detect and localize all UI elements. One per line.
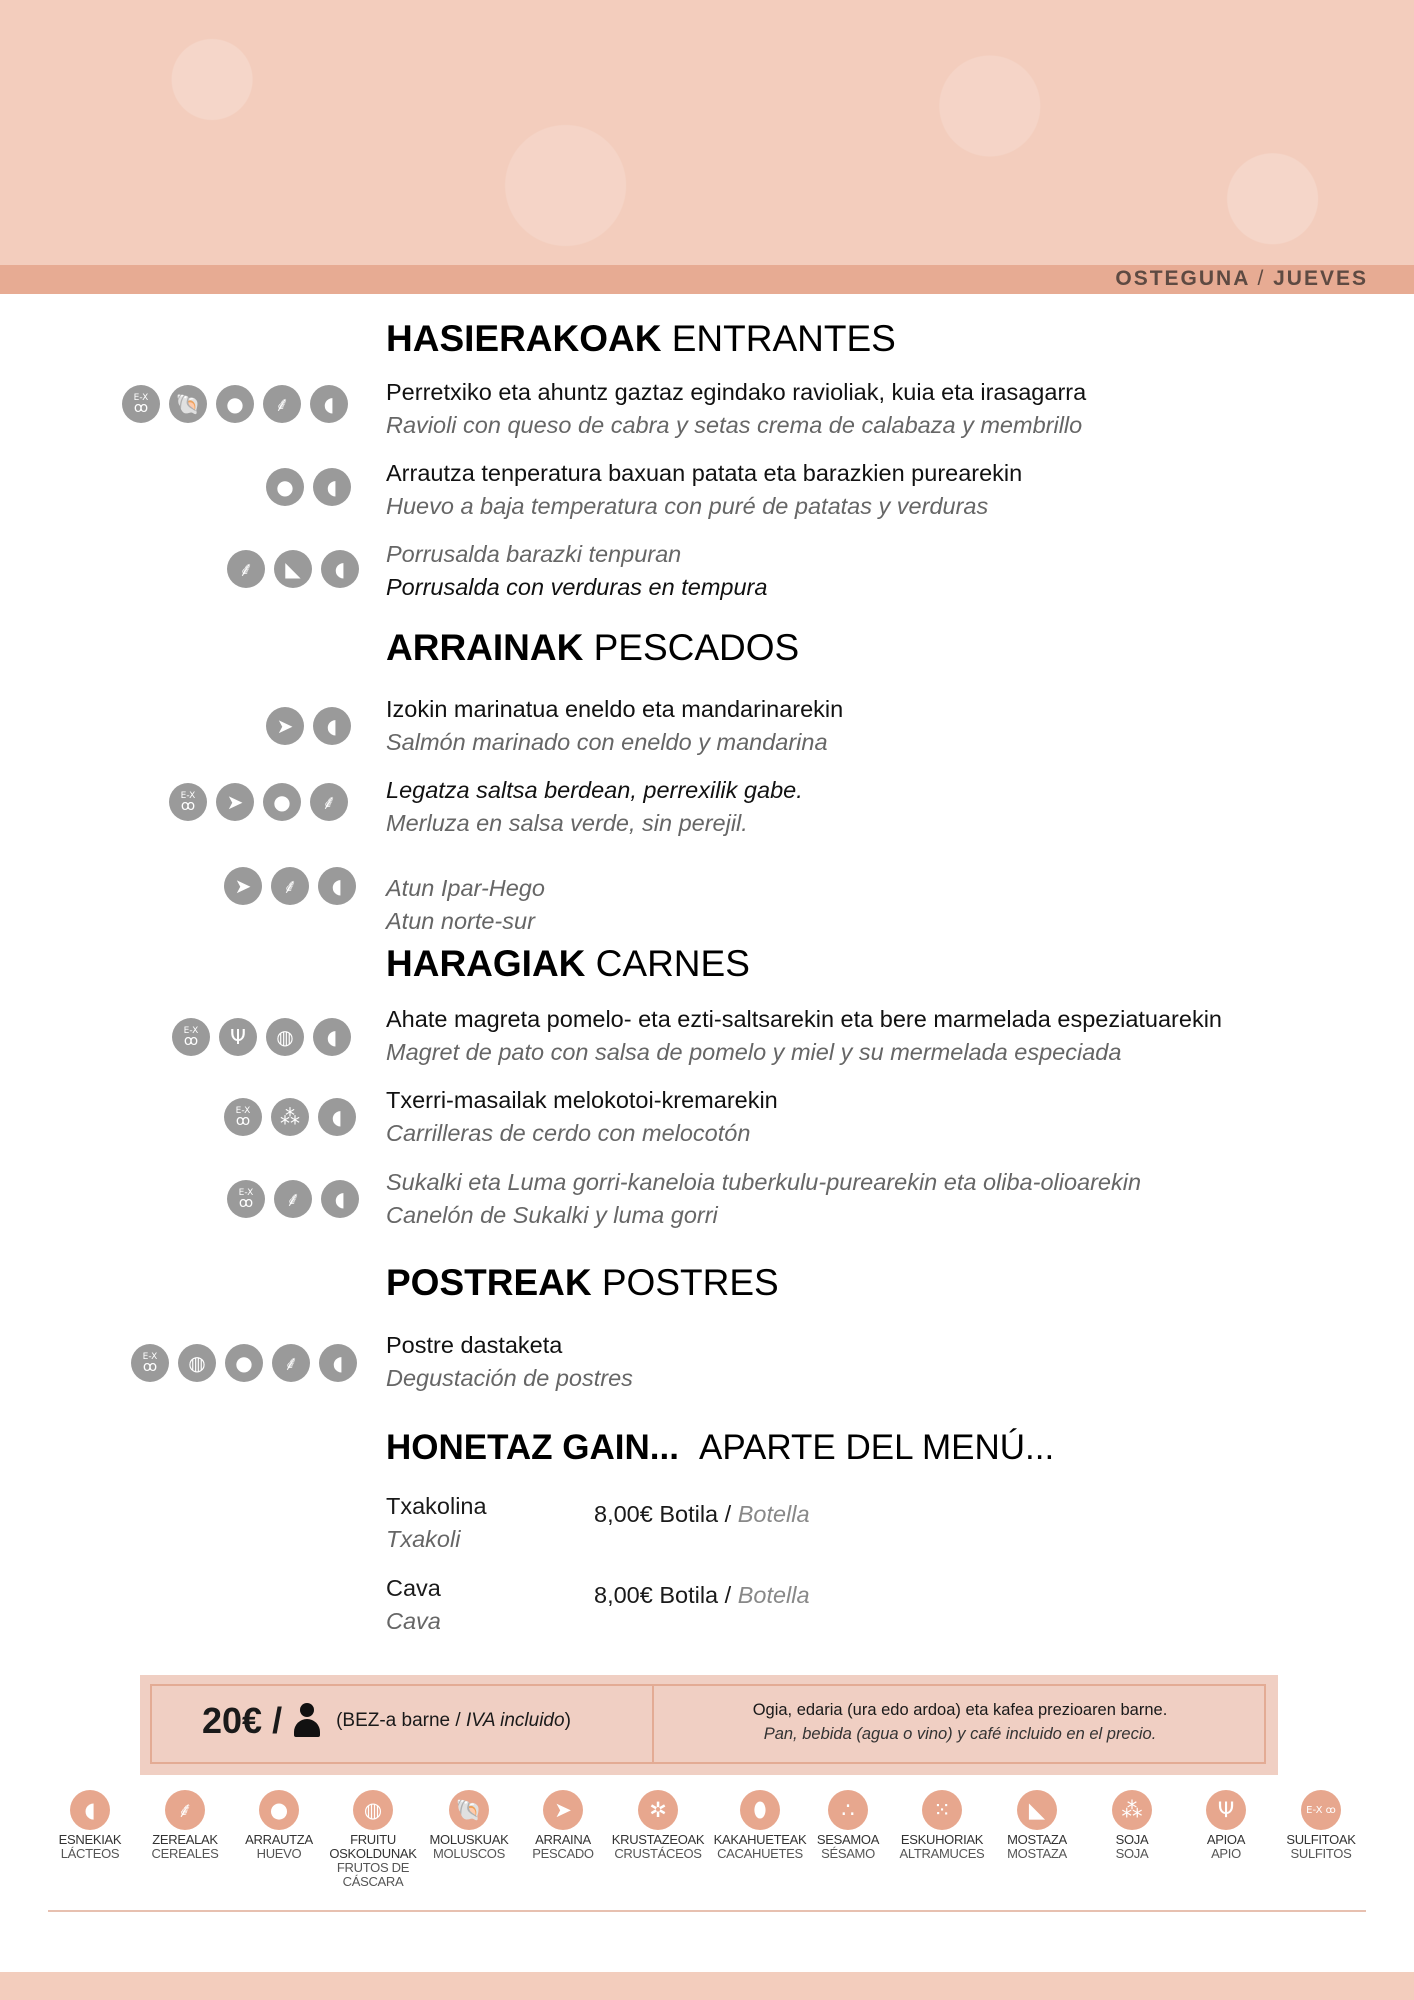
soy-icon: ⁂ — [1112, 1790, 1152, 1830]
dish-name-es: Atun norte-sur — [386, 908, 535, 934]
fish-icon: ➤ — [543, 1790, 583, 1830]
dish-d2 — [386, 457, 1022, 523]
sulphite-icon: E-X ꝏ — [169, 783, 207, 821]
legend-item-apio: Ψ APIOA APIO — [1176, 1790, 1276, 1861]
dish-name-es: Ravioli con queso de cabra y setas crema de calabaza y membrillo — [386, 412, 1083, 438]
milk-icon: ◖ — [321, 550, 359, 588]
menu-price — [202, 1700, 571, 1742]
dish-d7 — [386, 1003, 1222, 1069]
allergen-icons-d6 — [224, 867, 356, 905]
section-title-pescados — [386, 627, 799, 669]
milk-icon: ◖ — [318, 1098, 356, 1136]
day-label — [1115, 267, 1368, 291]
dish-name-es: Salmón marinado con eneldo y mandarina — [386, 729, 828, 755]
legend-item-cacahuetes: ⬮ KAKAHUETEAK CACAHUETES — [710, 1790, 810, 1861]
wheat-icon: ⸙ — [165, 1790, 205, 1830]
celery-icon: Ψ — [1206, 1790, 1246, 1830]
extra-item-cava — [386, 1572, 441, 1638]
extra-name-es: Txakoli — [386, 1526, 461, 1552]
price-box-inner — [150, 1684, 1266, 1764]
extra-name-eu: Txakolina — [386, 1493, 487, 1519]
milk-icon: ◖ — [319, 1344, 357, 1382]
allergen-icons-d7 — [172, 1018, 351, 1056]
egg-icon: ● — [266, 468, 304, 506]
lupin-icon: ⁙ — [922, 1790, 962, 1830]
milk-icon: ◖ — [313, 707, 351, 745]
legend-item-sulfitos: E-X ꝏ SULFITOAK SULFITOS — [1271, 1790, 1371, 1861]
day-es: JUEVES — [1273, 267, 1368, 290]
floral-footer — [0, 1972, 1414, 2000]
milk-icon: ◖ — [313, 1018, 351, 1056]
sulphite-icon: E-X ꝏ — [227, 1180, 265, 1218]
dish-name-es: Merluza en salsa verde, sin perejil. — [386, 810, 748, 836]
legend-item-cereales: ⸙ ZEREALAK CEREALES — [135, 1790, 235, 1861]
dish-name-eu: Postre dastaketa — [386, 1332, 563, 1358]
egg-icon: ● — [225, 1344, 263, 1382]
section-title-entrantes — [386, 318, 896, 360]
dish-name-eu: Atun Ipar-Hego — [386, 875, 545, 901]
peanut-icon: ⬮ — [740, 1790, 780, 1830]
dish-d9 — [386, 1166, 1141, 1232]
day-band — [0, 265, 1414, 294]
sulphite-icon: E-X ꝏ — [172, 1018, 210, 1056]
dish-d10 — [386, 1329, 633, 1395]
crab-icon: ✲ — [638, 1790, 678, 1830]
allergen-icons-d5 — [169, 783, 348, 821]
allergen-icons-d10 — [131, 1344, 357, 1382]
section-title-eu: HARAGIAK — [386, 943, 586, 984]
shell-icon: 🐚 — [449, 1790, 489, 1830]
vat-note: (BEZ-a barne / IVA incluido) — [336, 1710, 571, 1731]
extra-price-eu: 8,00€ Botila / — [594, 1582, 732, 1608]
person-icon — [292, 1703, 322, 1739]
allergen-icons-d8 — [224, 1098, 356, 1136]
dish-name-es: Degustación de postres — [386, 1365, 633, 1391]
egg-icon: ● — [263, 783, 301, 821]
dish-name-eu: Legatza saltsa berdean, perrexilik gabe. — [386, 777, 803, 803]
extra-price-cava — [594, 1582, 810, 1609]
dish-d8 — [386, 1084, 778, 1150]
dish-name-es: Carrilleras de cerdo con melocotón — [386, 1120, 751, 1146]
bottom-divider — [48, 1910, 1366, 1912]
section-title-carnes — [386, 943, 750, 985]
extra-price-es: Botella — [737, 1582, 810, 1608]
legend-item-sesamo: ∴ SESAMOA SÉSAMO — [798, 1790, 898, 1861]
dish-name-eu: Porrusalda barazki tenpuran — [386, 541, 682, 567]
section-title-es: CARNES — [595, 943, 750, 984]
wheat-icon: ⸙ — [274, 1180, 312, 1218]
extras-title-es: APARTE DEL MENÚ... — [698, 1428, 1055, 1467]
dish-name-es: Magret de pato con salsa de pomelo y miel y su mermelada especiada — [386, 1039, 1122, 1065]
shell-icon: 🐚 — [169, 385, 207, 423]
dish-name-es: Canelón de Sukalki y luma gorri — [386, 1202, 718, 1228]
sesame-icon: ∴ — [828, 1790, 868, 1830]
legend-item-crustaceos: ✲ KRUSTAZEOAK CRUSTÁCEOS — [608, 1790, 708, 1861]
celery-icon: Ψ — [219, 1018, 257, 1056]
included-note — [654, 1698, 1266, 1746]
milk-icon: ◖ — [310, 385, 348, 423]
soy-icon: ⁂ — [271, 1098, 309, 1136]
egg-icon: ● — [259, 1790, 299, 1830]
mustard-icon: ◣ — [274, 550, 312, 588]
day-separator: / — [1257, 267, 1266, 290]
dish-name-eu: Perretxiko eta ahuntz gaztaz egindako ravioliak, kuia eta irasagarra — [386, 379, 1087, 405]
fish-icon: ➤ — [216, 783, 254, 821]
dish-d6 — [386, 872, 545, 938]
dish-name-eu: Sukalki eta Luma gorri-kaneloia tuberkulu-purearekin eta oliba-olioarekin — [386, 1169, 1142, 1195]
dish-d3 — [386, 538, 767, 604]
allergen-icons-d9 — [227, 1180, 359, 1218]
dish-name-es: Porrusalda con verduras en tempura — [386, 574, 768, 600]
legend-item-frutos-cascara: ◍ FRUITU OSKOLDUNAK FRUTOS DE CÁSCARA — [323, 1790, 423, 1889]
wheat-icon: ⸙ — [310, 783, 348, 821]
extras-title-eu: HONETAZ GAIN... — [386, 1428, 679, 1467]
milk-icon: ◖ — [318, 867, 356, 905]
fish-icon: ➤ — [224, 867, 262, 905]
floral-header — [0, 0, 1414, 265]
sulphite-icon: E-X ꝏ — [224, 1098, 262, 1136]
price-value: 20€ / — [202, 1700, 283, 1741]
milk-icon: ◖ — [321, 1180, 359, 1218]
section-title-eu: HASIERAKOAK — [386, 318, 662, 359]
section-title-es: PESCADOS — [593, 627, 800, 668]
day-eu: OSTEGUNA — [1115, 267, 1250, 290]
allergen-icons-d1 — [122, 385, 348, 423]
allergen-icons-d2 — [266, 468, 351, 506]
sulphite-icon: E-X ꝏ — [122, 385, 160, 423]
milk-icon: ◖ — [70, 1790, 110, 1830]
extra-price-eu: 8,00€ Botila / — [594, 1501, 732, 1527]
wheat-icon: ⸙ — [272, 1344, 310, 1382]
included-eu: Ogia, edaria (ura edo ardoa) eta kafea prezioaren barne. — [752, 1701, 1168, 1719]
wheat-icon: ⸙ — [227, 550, 265, 588]
legend-item-altramuces: ⁙ ESKUHORIAK ALTRAMUCES — [892, 1790, 992, 1861]
dish-d4 — [386, 693, 843, 759]
sulphite-icon: E-X ꝏ — [131, 1344, 169, 1382]
legend-item-pescado: ➤ ARRAINA PESCADO — [513, 1790, 613, 1861]
extra-price-txakolina — [594, 1501, 810, 1528]
legend-item-huevo: ● ARRAUTZA HUEVO — [229, 1790, 329, 1861]
section-title-es: ENTRANTES — [671, 318, 896, 359]
nut-icon: ◍ — [178, 1344, 216, 1382]
dish-name-es: Huevo a baja temperatura con puré de patatas y verduras — [386, 493, 989, 519]
dish-d1 — [386, 376, 1086, 442]
allergen-icons-d4 — [266, 707, 351, 745]
sulphite-icon: E-X ꝏ — [1301, 1790, 1341, 1830]
section-title-postres — [386, 1262, 779, 1304]
mustard-icon: ◣ — [1017, 1790, 1057, 1830]
legend-item-lacteos: ◖ ESNEKIAK LÁCTEOS — [40, 1790, 140, 1861]
extra-price-es: Botella — [737, 1501, 810, 1527]
milk-icon: ◖ — [313, 468, 351, 506]
fish-icon: ➤ — [266, 707, 304, 745]
included-es: Pan, bebida (agua o vino) y café incluido en el precio. — [763, 1725, 1157, 1743]
nut-icon: ◍ — [266, 1018, 304, 1056]
legend-item-moluscos: 🐚 MOLUSKUAK MOLUSCOS — [419, 1790, 519, 1861]
dish-name-eu: Txerri-masailak melokotoi-kremarekin — [386, 1087, 778, 1113]
section-title-eu: ARRAINAK — [386, 627, 584, 668]
section-title-eu: POSTREAK — [386, 1262, 592, 1303]
nut-icon: ◍ — [353, 1790, 393, 1830]
allergen-icons-d3 — [227, 550, 359, 588]
section-title-es: POSTRES — [601, 1262, 779, 1303]
extra-name-es: Cava — [386, 1608, 441, 1634]
wheat-icon: ⸙ — [263, 385, 301, 423]
dish-name-eu: Izokin marinatua eneldo eta mandarinarekin — [386, 696, 844, 722]
price-box — [140, 1675, 1278, 1775]
extra-item-txakolina — [386, 1490, 487, 1556]
extra-name-eu: Cava — [386, 1575, 441, 1601]
legend-item-soja: ⁂ SOJA SOJA — [1082, 1790, 1182, 1861]
dish-d5 — [386, 774, 803, 840]
legend-item-mostaza: ◣ MOSTAZA MOSTAZA — [987, 1790, 1087, 1861]
dish-name-eu: Arrautza tenperatura baxuan patata eta barazkien purearekin — [386, 460, 1023, 486]
extras-title — [386, 1428, 1054, 1468]
egg-icon: ● — [216, 385, 254, 423]
wheat-icon: ⸙ — [271, 867, 309, 905]
dish-name-eu: Ahate magreta pomelo- eta ezti-saltsarekin eta bere marmelada espeziatuarekin — [386, 1006, 1222, 1032]
